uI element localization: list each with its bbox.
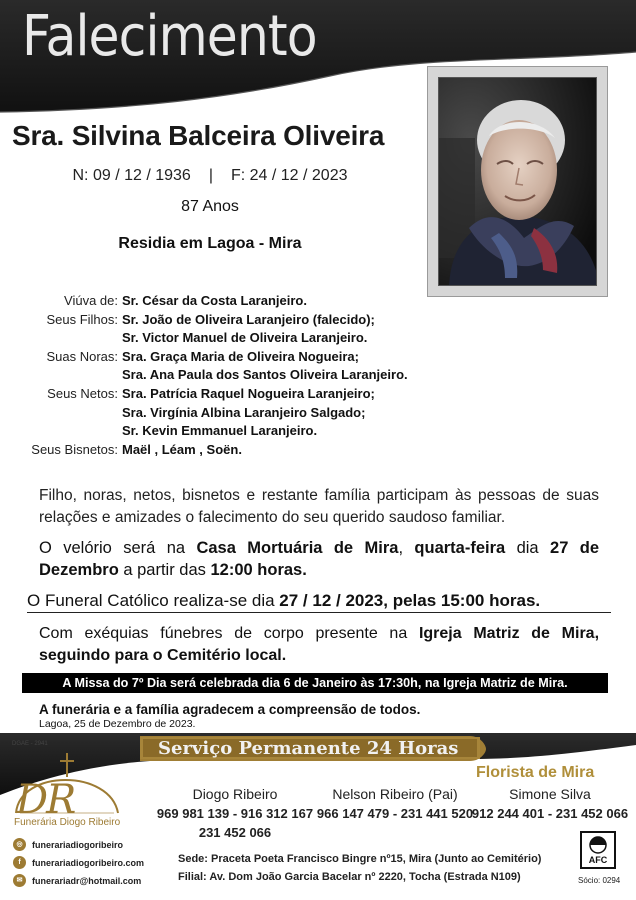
contact-phone: 912 244 401 - 231 452 066: [471, 806, 629, 821]
family-value: Sra. Virgínia Albina Laranjeiro Salgado;: [122, 404, 366, 420]
family-label: [0, 404, 120, 423]
family-list: [0, 292, 560, 459]
date-separator: |: [208, 167, 213, 184]
family-row: [0, 385, 560, 404]
funeral-home-name: Funerária Diogo Ribeiro: [14, 817, 121, 828]
facebook-link[interactable]: [13, 856, 144, 869]
contact-phone: 966 147 479 - 231 441 520: [316, 806, 474, 821]
contact-simone: [470, 785, 630, 823]
contact-name: Nelson Ribeiro (Pai): [332, 786, 458, 802]
contact-nelson: [300, 785, 490, 823]
deceased-name: Sra. Silvina Balceira Oliveira: [12, 120, 385, 151]
wake-text: ,: [398, 539, 415, 557]
portrait-frame: [427, 66, 608, 297]
funeral-text: O Funeral Católico realiza-se dia: [27, 591, 280, 610]
family-value: Maël , Léam , Soën.: [122, 441, 242, 457]
residence: Residia em Lagoa - Mira: [118, 235, 302, 252]
family-row: [0, 329, 560, 348]
exequias-text: Com exéquias fúnebres de corpo presente na: [39, 625, 419, 642]
family-label: [0, 329, 120, 348]
family-value: Sr. Kevin Emmanuel Laranjeiro.: [122, 423, 318, 439]
address-filial: Filial: Av. Dom João Garcia Bacelar nº 2220, Tocha (Estrada N109): [178, 871, 521, 883]
death-date: F: 24 / 12 / 2023: [230, 167, 348, 184]
family-value: Sra. Ana Paula dos Santos Oliveira Laranjeiro.: [122, 367, 408, 383]
family-value: Sr. César da Costa Laranjeiro.: [122, 293, 307, 308]
dates-line: [0, 167, 420, 185]
family-row: [0, 422, 560, 441]
wake-text: dia: [505, 539, 551, 557]
exequias-cemetery: seguindo para o Cemitério local.: [39, 647, 287, 664]
association-logo: [580, 831, 616, 869]
family-row: [0, 441, 560, 460]
family-value: Sr. Victor Manuel de Oliveira Laranjeiro.: [122, 330, 368, 346]
email-address: funerariadr@hotmail.com: [32, 875, 142, 886]
contact-name: Simone Silva: [509, 786, 591, 802]
age: 87 Anos: [181, 198, 239, 215]
facebook-handle: funerariadiogoribeiro.com: [32, 857, 145, 868]
family-label: Seus Filhos:: [46, 311, 118, 327]
family-label: Seus Netos:: [47, 385, 118, 401]
thanks-note: A funerária e a família agradecem a compreensão de todos.: [39, 702, 421, 717]
family-label: Suas Noras:: [46, 348, 118, 364]
family-row: [0, 366, 560, 385]
wake-text: O velório será na: [39, 539, 197, 557]
address-sede: Sede: Praceta Poeta Francisco Bingre nº15, Mira (Junto ao Cemitério): [178, 853, 542, 865]
family-value: Sra. Patrícia Raquel Nogueira Laranjeiro;: [122, 385, 375, 401]
family-value: Sr. João de Oliveira Laranjeiro (falecido);: [122, 311, 375, 327]
page-title: Falecimento: [22, 4, 317, 69]
announcement-paragraph: Filho, noras, netos, bisnetos e restante família participam às pessoas de suas relações e amizades o falecimento do seu querido saudoso familiar.: [39, 487, 599, 526]
family-value: Sra. Graça Maria de Oliveira Nogueira;: [122, 348, 359, 364]
email-icon: ✉: [13, 874, 26, 887]
facebook-icon: f: [13, 856, 26, 869]
wake-time: 12:00 horas.: [210, 561, 307, 579]
funeral-datetime: 27 / 12 / 2023, pelas 15:00 horas.: [279, 591, 541, 610]
instagram-icon: ◎: [13, 838, 26, 851]
instagram-link[interactable]: [13, 838, 123, 851]
family-label: [0, 366, 120, 385]
place-date: Lagoa, 25 de Dezembro de 2023.: [39, 718, 196, 730]
wake-paragraph: [39, 537, 599, 581]
contact-phone: 969 981 139 - 916 312 167: [156, 806, 314, 821]
wake-date: 27 de Dezembro: [39, 539, 600, 579]
dgae-code: DGAE - 2941: [12, 741, 48, 747]
mass-banner: A Missa do 7º Dia será celebrada dia 6 de Janeiro às 17:30h, na Igreja Matriz de Mira.: [22, 673, 608, 693]
contact-name: Diogo Ribeiro: [192, 786, 278, 802]
birth-date: N: 09 / 12 / 1936: [72, 167, 191, 184]
family-label: [0, 422, 120, 441]
funeral-line: [27, 591, 611, 613]
exequias-church: Igreja Matriz de Mira,: [418, 625, 600, 642]
service-banner: Serviço Permanente 24 Horas: [158, 738, 459, 759]
family-label: Seus Bisnetos:: [31, 441, 118, 457]
wake-text: a partir das: [118, 561, 211, 579]
family-row: [0, 348, 560, 367]
email-link[interactable]: [13, 874, 141, 887]
funeral-home-logo: DR: [16, 777, 75, 823]
family-row: [0, 292, 560, 311]
family-label: Viúva de:: [64, 293, 118, 308]
wake-weekday: quarta-feira: [414, 539, 506, 557]
wake-location: Casa Mortuária de Mira: [196, 539, 399, 557]
instagram-handle: funerariadiogoribeiro: [32, 839, 124, 850]
portrait-photo: [438, 77, 597, 286]
florist-name: Florista de Mira: [476, 764, 595, 781]
member-number: Sócio: 0294: [578, 876, 621, 885]
family-row: [0, 404, 560, 423]
association-logo-text: AFC: [588, 855, 608, 865]
family-row: [0, 311, 560, 330]
exequias-paragraph: [39, 623, 599, 667]
contact-phone: 231 452 066: [198, 825, 272, 840]
